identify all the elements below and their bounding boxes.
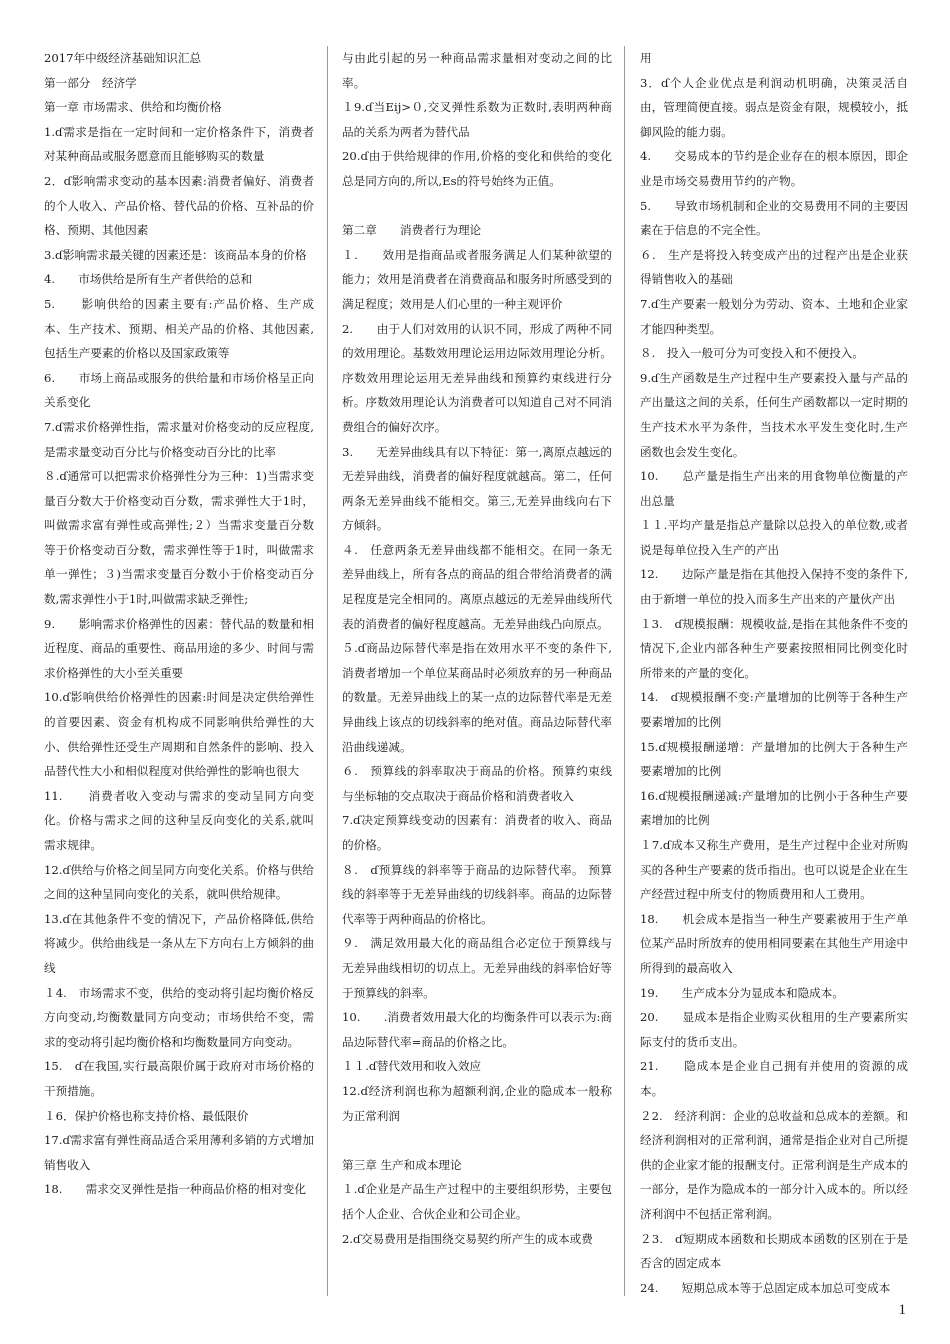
paragraph: １１.平均产量是指总产量除以总投入的单位数,或者说是每单位投入生产的产出 [640,518,908,557]
paragraph: ６. 生产是将投入转变成产出的过程产出是企业获得销售收入的基础 [640,247,908,287]
paragraph: 2017年中级经济基础知识汇总 [44,51,202,65]
paragraph: 10. .消费者效用最大化的均衡条件可以表示为:商品边际替代率=商品的价格之比。 [342,1010,612,1049]
paragraph: 7.ɗ生产要素一般划分为劳动、资本、土地和企业家才能四种类型。 [640,296,908,336]
text-column-3 [640,46,908,1298]
paragraph: ９. 满足效用最大化的商品组合必定位于预算线与无差异曲线相切的切点上。无差异曲线的斜率恰好等于预算线的斜率。 [342,936,612,1000]
paragraph: １3. ɗ规模报酬：规模收益,是指在其他条件不变的情况下,企业内部各种生产要素按照相同比例变化时所带来的产量的变化。 [640,616,908,680]
paragraph: 12. 边际产量是指在其他投入保持不变的条件下,由于新增一单位的投入而多生产出来的产量伙产出 [640,567,908,607]
paragraph: １7.ɗ成本又称生产费用，是生产过程中企业对所购买的各种生产要素的货币指出。也可以说是企业在生产经营过程中所支付的物质费用和人工费用。 [640,838,908,902]
paragraph: 第一部分 经济学 [44,75,137,90]
paragraph: 5. 导致市场机制和企业的交易费用不同的主要因素在于信息的不完全性。 [640,198,908,238]
paragraph: 第三章 生产和成本理论 [342,1157,462,1172]
paragraph: 20. 显成本是指企业购买伙租用的生产要素所实际支付的货币支出。 [640,1010,908,1049]
paragraph: 3.ɗ影响需求最关键的因素还是：该商品本身的价格 [44,247,307,262]
paragraph: ８.ɗ通常可以把需求价格弹性分为三种：1)当需求变量百分数大于价格变动百分数，需求弹性大于1时，叫做需求富有弹性或高弹性;２）当需求变量百分数等于价格变动百分数，需求弹性等于1时，叫做需求单一弹性；３)当需求变量百分数小于价格变动百分数,需求弹性小于1时,叫做需求缺乏弹性; [44,469,314,607]
paragraph: １9.ɗ当Eij>０,交叉弹性系数为正数时,表明两种商品的关系为两者为替代品 [342,100,612,139]
paragraph: 2.ɗ交易费用是指围绕交易契约所产生的成本或费 [342,1231,593,1246]
paragraph: 第一章 市场需求、供给和均衡价格 [44,100,222,115]
blank-line [342,1128,612,1153]
paragraph: 6. 市场上商品或服务的供给量和市场价格呈正向关系变化 [44,370,314,410]
paragraph: 11. 消费者收入变动与需求的变动呈同方向变化。价格与需求之间的这种呈反向变化的关系,就叫需求规律。 [44,788,314,852]
text-column-2 [342,46,612,1298]
paragraph: 7.ɗ决定预算线变动的因素有：消费者的收入、商品的价格。 [342,813,612,852]
paragraph: １4. 市场需求不变，供给的变动将引起均衡价格反方向变动,均衡数量同方向变动；市场供给不变，需求的变动将引起均衡价格和均衡数量同方向变动。 [44,985,314,1049]
paragraph: ６. 预算线的斜率取决于商品的价格。预算约束线与坐标轴的交点取决于商品价格和消费者收入 [342,764,612,803]
paragraph: 10.ɗ影响供给价格弹性的因素:时间是决定供给弹性的首要因素、资金有机构成不同影响供给弹性的大小、供给弹性还受生产周期和自然条件的影响、投入品替代性大小和相似程度对供给弹性的影响也很大 [44,690,314,779]
paragraph: 12.ɗ供给与价格之间呈同方向变化关系。价格与供给之间的这种呈同向变化的关系，就叫供给规律。 [44,862,314,902]
paragraph: 第二章 消费者行为理论 [342,223,482,238]
paragraph: 2. 由于人们对效用的认识不同，形成了两种不同的效用理论。基数效用理论运用边际效用理论分析。序数效用理论运用无差异曲线和预算约束线进行分析。序数效用理论认为消费者可以知道自己对不同消费组合的偏好次序。 [342,321,612,434]
paragraph: 3. 无差异曲线具有以下特征：第一,离原点越远的无差异曲线，消费者的偏好程度就越高。第二，任何两条无差异曲线不能相交。第三,无差异曲线向右下方倾斜。 [342,444,612,533]
paragraph: 10. 总产量是指生产出来的用食物单位衡量的产出总量 [640,469,908,508]
page-number: 1 [898,1302,906,1318]
paragraph: １6．保护价格也称支持价格、最低限价 [44,1108,249,1123]
blank-line [342,194,612,219]
paragraph: 9. 影响需求价格弹性的因素：替代品的数量和相近程度、商品的重要性、商品用途的多少、时间与需求价格弹性的大小至关重要 [44,616,314,680]
paragraph: 与由此引起的另一种商品需求量相对变动之间的比率。 [342,51,612,90]
paragraph: 14. ɗ规模报酬不变:产量增加的比例等于各种生产要素增加的比例 [640,690,908,730]
paragraph: 13.ɗ在其他条件不变的情况下，产品价格降低,供给将减少。供给曲线是一条从左下方向右上方倾斜的曲线 [44,911,314,975]
column-divider [327,46,328,1296]
paragraph: 用 [640,51,652,65]
paragraph: ２3. ɗ短期成本函数和长期成本函数的区别在于是否含的固定成本 [640,1231,908,1271]
paragraph: 9.ɗ生产函数是生产过程中生产要素投入量与产品的产出量这之间的关系，任何生产函数都以一定时期的生产技术水平为条件，当技术水平发生变化时,生产函数也会发生变化。 [640,370,908,459]
paragraph: １１.ɗ替代效用和收入效应 [342,1059,482,1074]
paragraph: ８. ɗ预算线的斜率等于商品的边际替代率。 预算线的斜率等于无差异曲线的切线斜率。商品的边际替代率等于两种商品的价格比。 [342,862,612,926]
paragraph: １.ɗ企业是产品生产过程中的主要组织形势，主要包括个人企业、合伙企业和公司企业。 [342,1182,612,1221]
paragraph: 4. 市场供给是所有生产者供给的总和 [44,272,253,287]
paragraph: 20.ɗ由于供给规律的作用,价格的变化和供给的变化总是同方向的,所以,Es的符号始终为正值。 [342,149,612,188]
paragraph: 1.ɗ需求是指在一定时间和一定价格条件下，消费者对某种商品或服务愿意而且能够购买的数量 [44,124,314,164]
paragraph: 18. 机会成本是指当一种生产要素被用于生产单位某产品时所放弃的使用相同要素在其他生产用途中所得到的最高收入 [640,911,908,975]
paragraph: 21. 隐成本是企业自己拥有并使用的资源的成本。 [640,1059,908,1098]
paragraph: 24. 短期总成本等于总固定成本加总可变成本 [640,1280,891,1295]
paragraph: 12.ɗ经济利润也称为超额利润,企业的隐成本一般称为正常利润 [342,1083,612,1123]
paragraph: 15. ɗ在我国,实行最高限价属于政府对市场价格的干预措施。 [44,1059,314,1098]
paragraph: ２2. 经济利润：企业的总收益和总成本的差额。和经济利润相对的正常利润，通常是指企业对自己所提供的企业家才能的报酬支付。正常利润是生产成本的一部分，是作为隐成本的一部分计入成本的。所以经济利润中不包括正常利润。 [640,1108,908,1221]
paragraph: ４. 任意两条无差异曲线都不能相交。在同一条无差异曲线上，所有各点的商品的组合带给消费者的满足程度是完全相同的。离原点越远的无差异曲线所代表的消费者的偏好程度越高。无差异曲线凸向原点。 [342,542,612,631]
paragraph: 4. 交易成本的节约是企业存在的根本原因，即企业是市场交易费用节约的产物。 [640,149,908,188]
column-divider [624,46,625,1296]
paragraph: 5. 影响供给的因素主要有:产品价格、生产成本、生产技术、预期、相关产品的价格、其他因素,包括生产要素的价格以及国家政策等 [44,296,314,361]
paragraph: ５.ɗ商品边际替代率是指在效用水平不变的条件下,消费者增加一个单位某商品时必须放弃的另一种商品的数量。无差异曲线上的某一点的边际替代率是无差异曲线上该点的切线斜率的绝对值。商品边际替代率沿曲线递减。 [342,641,612,754]
paragraph: 17.ɗ需求富有弹性商品适合采用薄利多销的方式增加销售收入 [44,1133,314,1172]
paragraph: 19. 生产成本分为显成本和隐成本。 [640,985,844,1000]
text-column-1 [44,46,314,1298]
paragraph: 18. 需求交叉弹性是指一种商品价格的相对变化 [44,1182,306,1197]
paragraph: 15.ɗ规模报酬递增：产量增加的比例大于各种生产要素增加的比例 [640,739,908,779]
paragraph: 3．ɗ个人企业优点是利润动机明确，决策灵活自由，管理简便直接。弱点是资金有限，规模较小，抵御风险的能力弱。 [640,75,908,139]
paragraph: 7.ɗ需求价格弹性指，需求量对价格变动的反应程度,是需求量变动百分比与价格变动百分比的比率 [44,419,314,459]
paragraph: １. 效用是指商品或者服务满足人们某种欲望的能力；效用是消费者在消费商品和服务时所感受到的满足程度；效用是人们心里的一种主观评价 [342,247,612,311]
paragraph: 16.ɗ规模报酬递减:产量增加的比例小于各种生产要素增加的比例 [640,788,908,828]
paragraph: ８. 投入一般可分为可变投入和不便投入。 [640,346,864,361]
paragraph: 2．ɗ影响需求变动的基本因素:消费者偏好、消费者的个人收入、产品价格、替代品的价格、互补品的价格、预期、其他因素 [44,173,314,238]
